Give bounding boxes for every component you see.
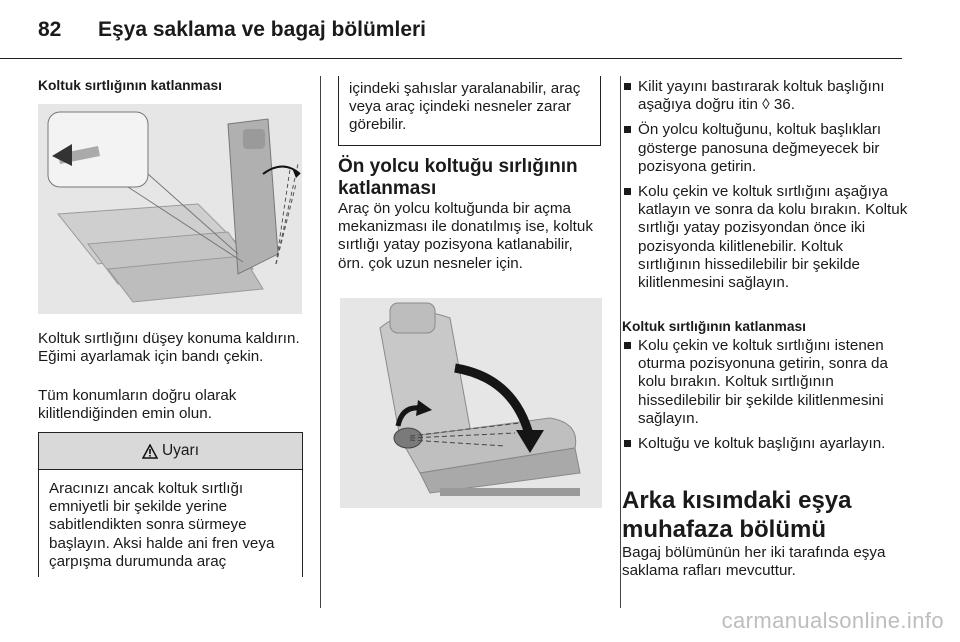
page-number: 82: [38, 18, 62, 41]
page-title: Eşya saklama ve bagaj bölümleri: [98, 18, 427, 41]
warning-text-continued: içindeki şahıslar yaralanabilir, araç veya araç içindeki nesneler zarar görebilir.: [349, 80, 581, 134]
paragraph-front-seat-fold: Araç ön yolcu koltuğunda bir açma mekanizması ile donatılmış ise, koltuk sırtlığı yatay pozisyona katlanabilir, örn. çok uzun nesneler için.: [338, 200, 593, 272]
list-item: Kolu çekin ve koltuk sırtlığını istenen oturma pozisyonuna getirin, sonra da kolu bırakın. Koltuk sırtlığının hissedilebilir bir şekilde kilitlenmesini sağlayın.: [622, 337, 908, 428]
list-item: Koltuğu ve koltuk başlığını ayarlayın.: [622, 435, 908, 453]
column-divider-right: [620, 76, 621, 608]
front-seat-illustration: [340, 298, 602, 508]
subheading-seatback-fold: Koltuk sırtlığının katlanması: [38, 78, 222, 93]
bullet-list-seatback-return: [622, 337, 908, 460]
bullet-list-front-seat: [622, 78, 908, 299]
front-seat-drawing: [340, 298, 602, 508]
heading-rear-storage: Arka kısımdaki eşya muhafaza bölümü: [622, 487, 852, 543]
subheading-seatback-fold-2: Koltuk sırtlığının katlanması: [622, 319, 806, 334]
paragraph-seatback-raise: Koltuk sırtlığını düşey konuma kaldırın. Eğimi ayarlamak için bandı çekin.: [38, 330, 300, 366]
warning-header: [39, 433, 302, 470]
warning-triangle-icon: [142, 444, 158, 459]
paragraph-rear-storage: Bagaj bölümünün her iki tarafında eşya saklama rafları mevcuttur.: [622, 544, 886, 580]
watermark: carmanualsonline.info: [721, 608, 944, 633]
list-item: Kolu çekin ve koltuk sırtlığını aşağıya katlayın ve sonra da kolu bırakın. Koltuk sırtlığı yatay pozisyondan önce iki pozisyonda kilitlenebilir. Koltuk sırtlığının hissedilebilir bir şekilde kilitlenmesini sağlayın.: [622, 183, 908, 292]
list-item: Ön yolcu koltuğunu, koltuk başlıkları gösterge panosuna değmeyecek bir pozisyona getirin.: [622, 121, 908, 176]
paragraph-check-positions: Tüm konumların doğru olarak kilitlendiğinden emin olun.: [38, 387, 237, 423]
warning-text: Aracınızı ancak koltuk sırtlığı emniyetli bir şekilde yerine sabitlendikten sonra sürmeye başlayın. Aksi halde ani fren veya çarpışma durumunda araç: [49, 480, 275, 570]
warning-box: [38, 432, 303, 577]
list-item: Kilit yayını bastırarak koltuk başlığını aşağıya doğru itin ◊ 36.: [622, 78, 908, 114]
rear-seat-illustration: [38, 104, 302, 314]
rear-seat-drawing: [38, 104, 302, 314]
column-divider-left: [320, 76, 321, 608]
heading-front-seat-fold: Ön yolcu koltuğu sırlığının katlanması: [338, 156, 578, 199]
warning-title: Uyarı: [161, 442, 200, 459]
header-divider: [0, 58, 902, 59]
warning-box-continued: [338, 76, 601, 146]
